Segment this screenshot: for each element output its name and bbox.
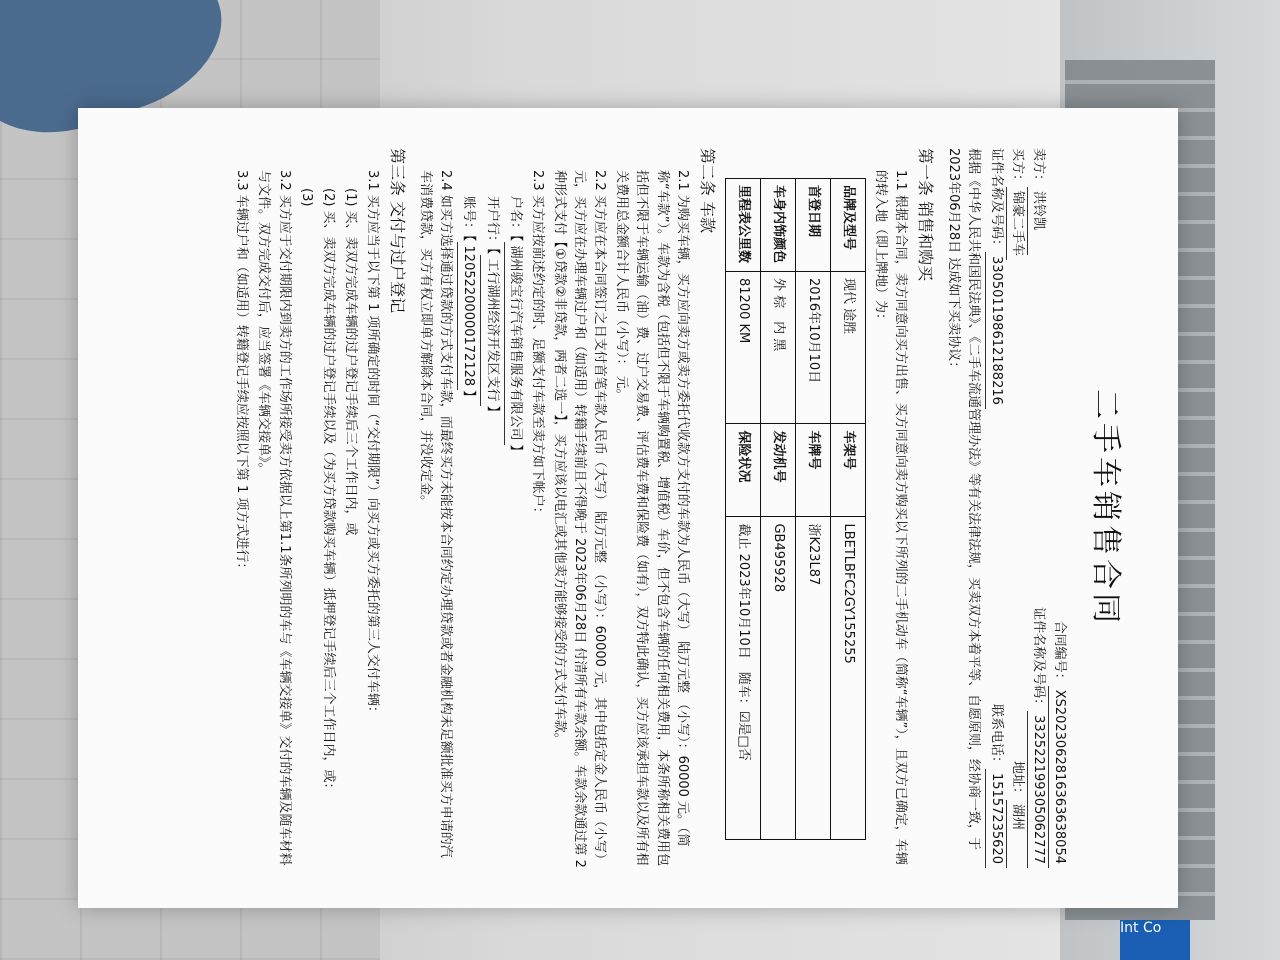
clause-2-3: 2.3 买方应按前述约定的时、足额支付车款至卖方如下帐户： (529, 170, 545, 520)
account-bank: 开户行：【工行湖州经济开发区支行】 (480, 148, 501, 868)
clause-3-1-option-2: (2) 买、卖双方完成车辆的过户登记手续以及（为买方贷款购买车辆）抵押登记手续后三个工作日内，或： (320, 188, 336, 796)
account-number: 账号：【1205220000017212​8】 (457, 148, 478, 868)
clause-3-1: 3.1 买方应当于以下第 1 项所确定的时间（“交付期限”）向买方或买方委托的第三人交付车辆： (365, 170, 381, 719)
intel-sticker: Int Co (1120, 920, 1190, 960)
clause-3-1-option-1: (1) 买、卖双方完成车辆的过户登记手续后三个工作日内，或 (343, 188, 359, 536)
account-name: 户名：【湖州骏宝行汽车销售服务有限公司】 (504, 148, 525, 868)
clause-2-4: 2.4 如买方选择通过贷款的方式支付车款，而最终买方未能按本合同约定办理贷款或者金融机构未足额批准买方申请的汽车消费贷款，买方有权立即单方解除本合同，并没收定金。 (418, 170, 454, 858)
table-row: 品牌及型号 现代 途胜 车架号 LBETLBFC2GY155255 (830, 179, 865, 840)
clause-3-1-option-3: (3) (298, 188, 314, 207)
vehicle-table (725, 178, 866, 840)
intro-paragraph: 根据《中华人民共和国民法典》、《二手车流通管理办法》等有关法律法规，买卖双方本着平等、自愿原则，经协商一致，于 2023年06月28日 达成如下买卖协议： (945, 148, 981, 851)
clause-2-1: 2.1 为购买车辆，买方应向卖方或卖方委托代收款方支付的车款为人民币（大写） 陆万元整 （小写）：60000 元。（简称“车款”）。车款为含税（包括但不限于车辆购置税、增值税）车价，但不包含车辆的任何相关费用，本条所称相关费用包括但不限于车辆运输（油）费、过户交易费、评估费车费和保险费（如有），双方特此确认，买方应该承担车款以及所有相关费用总金额合计人民币（小写）： 元。 (614, 170, 690, 866)
section-2-heading: 第二条 车款 (697, 148, 717, 234)
clause-3-2: 3.2 买方应于交付期限内到卖方的工作场所接受卖方依据以上第1.1条所列明的车与《车辆交接单》交付的车辆及随车材料与文件。双方完成交付后，应当签署《车辆交接单》。 (256, 170, 292, 866)
clause-2-2: 2.2 买方应在本合同签订之日支付首笔车款人民币（大写） 陆万元整 （小写）：60000 元，其中包括定金人民币（小写） 元，买方应在办理车辆过户和（如适用）转籍手续前且不得晚于 2023年06月28日 付清所有车款余额。车款余款通过第 2 种形式支付【①贷款②非贷款，两者二选一】，买方应该以电汇或其他卖方能够接受的方式支付车款。 (551, 170, 608, 868)
section-3-heading: 第三条 交付与过户登记 (387, 148, 407, 314)
buyer-id-row: 证件名称及号码：330501198612188216 联系电话：15157235620 (985, 148, 1006, 868)
table-row: 车身内饰颜色 外 棕 内 黑 发动机号 GB495928 (760, 179, 795, 840)
clause-3-3: 3.3 车辆过户和（如适用）转籍登记手续应按照以下第 1 项方式进行： (234, 170, 250, 576)
document-title: 二手车销售合同 (1088, 389, 1123, 627)
section-1-heading: 第一条 销售和购买 (915, 148, 935, 282)
buyer-row: 买方：锦豪二手车 地址：湖州 (1006, 148, 1027, 868)
contract-paper (78, 108, 1178, 908)
contract-number: 合同编号：XS20230628163636380​54 (1048, 148, 1069, 868)
seller-row: 卖方：洪铃凯 证件名称及号码：332522199305062777 (1027, 148, 1048, 868)
clause-1-1: 1.1 根据本合同，卖方同意向买方出售、买方同意向卖方购买以下所列的二手机动车（简称“车辆”），且双方已确定，车辆的转入地（即上牌地）为： (872, 170, 908, 865)
table-row: 首登日期 2016年10月10日 车牌号 浙K23L87 (795, 179, 830, 840)
table-row: 里程表公里数 81200 KM 保险状况 截止 2023年10月10日 随车：☑是□否 (725, 179, 760, 840)
